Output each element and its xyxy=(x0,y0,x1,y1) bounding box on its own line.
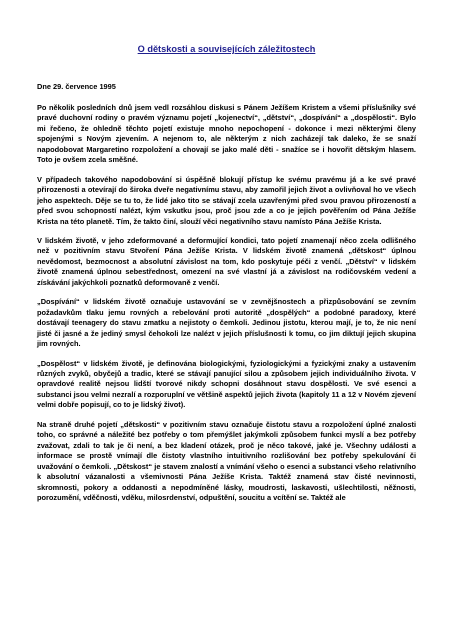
paragraph-2: V případech takového napodobování si úspěšně blokují přístup ke svému pravému já a ke své pravé přirozenosti a otevírají do široka dveře negativnímu stavu, aby zamořil jejich život a ovlivňoval ho ve všech jeho aspektech. Děje se tu to, že lidé jako tito se stávají zcela uzavřenými před svou pravou přirozeností a před svou schopností nalézt, kým vskutku jsou, proč jsou zde a co je jejich pověřením od Pána Ježíše Krista na této planetě. Tím, že takto činí, slouží věci negativního stavu namísto Pána Ježíše Krista. xyxy=(37,174,416,226)
paragraph-4: „Dospívání“ v lidském životě označuje ustavování se v zevnějšnostech a přizpůsobování se zevním požadavkům tlaku jemu rovných a rebelování proti autoritě „dospělých“ a podobné paradoxy, které dostávají teenagery do stavu zmatku a nejistoty o čemkoli. Jedinou jistotu, kterou mají, je to, že nic není jisté či jasné a že jediný smysl čehokoli lze nalézt v jejich příslušnosti k tomu, co jim diktují jejich skupina jim rovných. xyxy=(37,297,416,349)
document-title: O dětskosti a souvisejících záležitostech xyxy=(137,44,316,54)
paragraph-6: Na straně druhé pojetí „dětskosti“ v pozitivním stavu označuje čistotu stavu a rozpoložení úplné znalosti toho, co správné a náležité bez potřeby o tom přemýšlet jakýmkoli způsobem funkci myslí a bez potřeby zvažovat, zdali to tak je či není, a bez kladení otázek, proč je něco takové, jaké je. Všechny události a informace se prostě vnímají dle čistoty vlastního intuitivního rozlišování bez potřeby spekulování či uvažování o čemkoli. „Dětskost“ je stavem znalostí a vnímání všeho o esenci a substanci všeho relativního k absolutní vázanalosti a všemivnosti Pána Ježíše Krista. Taktéž znamená stav čisté nevinnosti, skromnosti, pokory a oddanosti a nepodmíněné lásky, moudrosti, laskavosti, ušlechtilosti, něžnosti, porozumění, vděčnosti, vděku, milosrdenství, odpuštění, soucitu a vcítění se. Taktéž ale xyxy=(37,419,416,502)
paragraph-3: V lidském životě, v jeho zdeformované a deformující kondici, tato pojetí znamenají něco zcela odlišného než v pozitivním stavu Stvoření Pána Ježíše Krista. V lidském životě znamená „dětskost“ úplnou nevědomost, bezmocnost a absolutní závislost na tom, kdo poskytuje péči z venčí. „Dětství“ v lidském životě znamená úplnou sebestřednost, omezení na své vlastní já a závislost na rodičovském vedení a získávání jakýchkoli poznatků deformovaně z venčí. xyxy=(37,235,416,287)
paragraph-1: Po několik posledních dnů jsem vedl rozsáhlou diskusi s Pánem Ježíšem Kristem a všemi příslušníky své pravé duchovní rodiny o pravém významu pojetí „kojenectví“, „dětství“, „dospívání“ a „dospělosti“. Bylo mi řečeno, že ohledně těchto pojetí existuje mnoho nepochopení - dokonce i mezi některými členy spojenými s Novým zjevením. A nejenom to, ale některým z nich zacházejí tak daleko, že se snaží napodobovat Margaretino rozpoložení a chovají se jako malé děti - snažíce se i hovořit dětským hlasem. Toto je ovšem zcela směšné. xyxy=(37,103,416,165)
paragraph-5: „Dospělost“ v lidském životě, je definována biologickými, fyziologickými a fyzickými znaky a ustavením různých zvyků, obyčejů a tradic, které se stávají panující silou a způsobem jejich individuálního života. V opravdové realitě nejsou lidští tvorové nikdy schopni dosáhnout stavu dospělosti. Ve své esenci a substanci jsou velmi nezralí a rozporuplní ve většině aspektů jejich života (kapitoly 11 a 12 v Novém zjevení velmi dobře popisují, co to je lidský život). xyxy=(37,358,416,410)
document-date: Dne 29. července 1995 xyxy=(37,82,116,91)
